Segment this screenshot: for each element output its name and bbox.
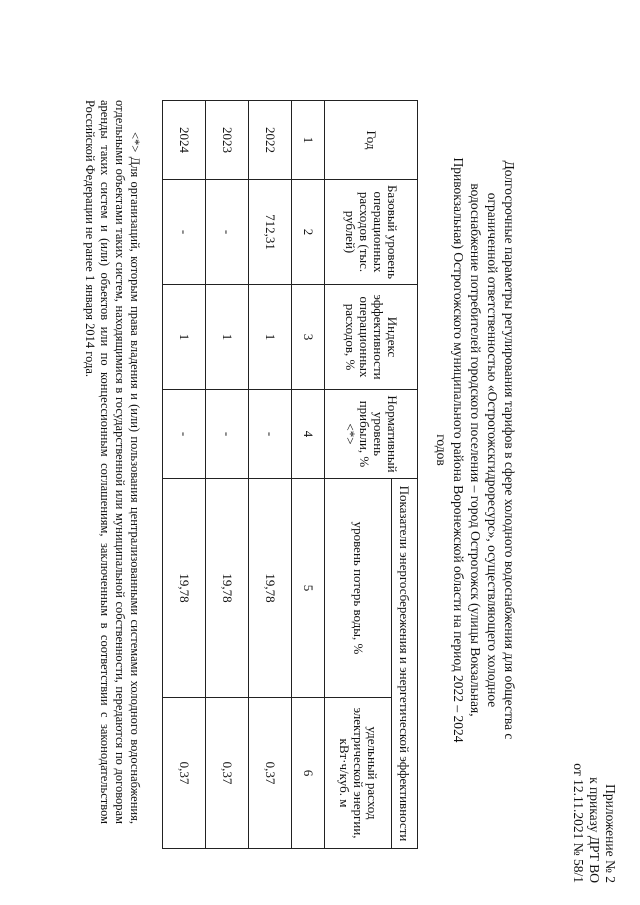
column-number: 6 xyxy=(292,698,325,849)
cell-water-loss: 19,78 xyxy=(249,479,292,698)
header-year: Год xyxy=(325,101,418,180)
cell-water-loss: 19,78 xyxy=(206,479,249,698)
appendix-line-3: от 12.11.2021 № 58/1 xyxy=(571,763,586,883)
header-normative-profit: Нормативный уровень прибыли, % <*> xyxy=(325,390,418,479)
cell-water-loss: 19,78 xyxy=(163,479,206,698)
column-number-row xyxy=(292,101,325,849)
cell-normative-profit: - xyxy=(249,390,292,479)
header-water-loss: уровень потерь воды, % xyxy=(325,479,392,698)
cell-normative-profit: - xyxy=(163,390,206,479)
cell-base-opex: - xyxy=(163,180,206,285)
appendix-line-1: Приложение № 2 xyxy=(603,784,618,883)
table-header-row xyxy=(392,101,418,849)
appendix-header xyxy=(570,763,618,883)
table-row xyxy=(206,101,249,849)
table-row xyxy=(249,101,292,849)
header-efficiency-index: Индекс эффективности операционных расходов, % xyxy=(325,285,418,390)
cell-year: 2022 xyxy=(249,101,292,180)
cell-base-opex: 712,31 xyxy=(249,180,292,285)
column-number: 5 xyxy=(292,479,325,698)
column-number: 4 xyxy=(292,390,325,479)
header-base-opex: Базовый уровень операционных расходов (тыс. рублей) xyxy=(325,180,418,285)
cell-efficiency-index: 1 xyxy=(249,285,292,390)
header-electricity-use: удельный расход электрической энергии, кВт·ч/куб. м xyxy=(325,698,392,849)
footnote xyxy=(82,100,142,824)
header-energy-group: Показатели энергосбережения и энергетической эффективности xyxy=(392,479,418,849)
cell-electricity-use: 0,37 xyxy=(163,698,206,849)
cell-electricity-use: 0,37 xyxy=(249,698,292,849)
table-row xyxy=(163,101,206,849)
footnote-text: <*> Для организаций, которым права владения и (или) пользования централизованными системами холодного водоснабжения, отдельными объектами таких систем, находящимися в государственной или муниципальной собственности, передаются по договорам аренды таких систем и (или) объектов или по концессионным соглашениям, заключенным в соответствии с законодательством Российской Федерации не ранее 1 января 2014 года. xyxy=(83,100,142,824)
column-number: 3 xyxy=(292,285,325,390)
parameters-table xyxy=(162,100,418,849)
cell-efficiency-index: 1 xyxy=(163,285,206,390)
column-number: 1 xyxy=(292,101,325,180)
cell-base-opex: - xyxy=(206,180,249,285)
appendix-line-2: к приказу ДРТ ВО xyxy=(587,777,602,883)
cell-efficiency-index: 1 xyxy=(206,285,249,390)
document-title: Долгосрочные параметры регулирования тарифов в сфере холодного водоснабжения для общества с ограниченной ответственностью «Острогожскгидроресурс», осуществляющего холодное водоснабжение потребителей городского поселения – город Острогожск (улицы Вокзальная, Привокзальная) Острогожского муниципального района Воронежской области на период 2022 – 2024 годов xyxy=(434,157,517,743)
cell-year: 2024 xyxy=(163,101,206,180)
cell-electricity-use: 0,37 xyxy=(206,698,249,849)
cell-normative-profit: - xyxy=(206,390,249,479)
cell-year: 2023 xyxy=(206,101,249,180)
column-number: 2 xyxy=(292,180,325,285)
